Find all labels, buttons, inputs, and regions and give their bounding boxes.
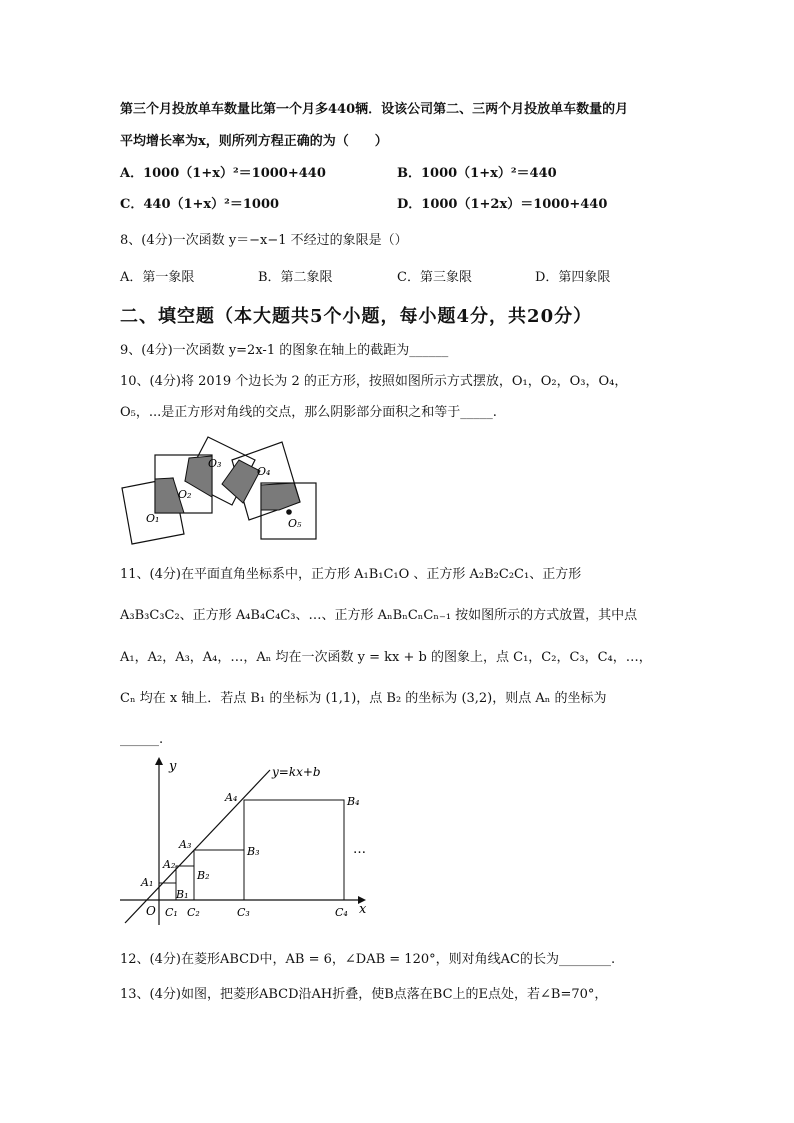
label-x-axis: x: [359, 902, 367, 917]
q8-option-a: A．第一象限: [120, 270, 195, 285]
point-o5: [286, 509, 292, 515]
label-c2: C₂: [187, 906, 200, 919]
label-a3: A₃: [179, 838, 192, 851]
label-b3: B₃: [247, 845, 260, 858]
label-a2: A₂: [163, 858, 176, 871]
q11-stem-line2: A₃B₃C₃C₂、正方形 A₄B₄C₄C₃、…、正方形 AₙBₙCₙCₙ₋₁ 按如图所示的方式放置，其中点: [120, 608, 638, 623]
q7-option-d: D．1000（1+2x）＝1000+440: [397, 197, 608, 212]
q7-option-b: B．1000（1+x）²＝440: [397, 166, 557, 181]
q11-stem-line4: Cₙ 均在 x 轴上．若点 B₁ 的坐标为 (1,1)，点 B₂ 的坐标为 (3,2)，则点 Aₙ 的坐标为: [120, 691, 607, 706]
continuation-dots: …: [353, 842, 366, 857]
label-o2: O₂: [178, 488, 192, 501]
label-c4: C₄: [335, 906, 348, 919]
q10-squares-figure: [115, 430, 325, 550]
label-a1: A₁: [141, 876, 154, 889]
q11-stem-line1: 11、(4分)在平面直角坐标系中，正方形 A₁B₁C₁O 、正方形 A₂B₂C₂C₁、正方形: [120, 567, 582, 582]
label-b1: B₁: [176, 888, 189, 901]
y-axis-arrow: [155, 757, 163, 765]
q8-option-b: B．第二象限: [258, 270, 333, 285]
label-o5: O₅: [288, 517, 302, 530]
shaded-region-4: [261, 483, 300, 510]
q11-stem-line5: ______.: [120, 732, 164, 747]
label-o1: O₁: [146, 512, 160, 525]
label-b2: B₂: [197, 869, 210, 882]
q8-stem: 8、(4分)一次函数 y＝−x−1 不经过的象限是（）: [120, 233, 408, 248]
q10-stem-line2: O₅，...是正方形对角线的交点，那么阴影部分面积之和等于_____.: [120, 405, 497, 420]
q13-stem: 13、(4分)如图，把菱形ABCD沿AH折叠，使B点落在BC上的E点处，若∠B=70°，: [120, 987, 608, 1002]
q11-stem-line3: A₁，A₂，A₃，A₄，…，Aₙ 均在一次函数 y = kx + b 的图象上，点 C₁，C₂，C₃，C₄，…，: [120, 650, 652, 665]
label-a4: A₄: [225, 791, 238, 804]
label-b4: B₄: [347, 795, 360, 808]
label-line: y=kx+b: [272, 765, 321, 779]
q7-option-a: A．1000（1+x）²＝1000+440: [120, 166, 326, 181]
label-y-axis: y: [169, 759, 177, 774]
q9-stem: 9、(4分)一次函数 y=2x-1 的图象在轴上的截距为______: [120, 343, 449, 358]
label-c3: C₃: [237, 906, 250, 919]
q10-stem-line1: 10、(4分)将 2019 个边长为 2 的正方形，按照如图所示方式摆放，O₁，O₂，O₃，O₄，: [120, 374, 628, 389]
q7-option-c: C．440（1+x）²＝1000: [120, 197, 280, 212]
label-o4: O₄: [257, 465, 271, 478]
label-o3: O₃: [208, 457, 222, 470]
q8-option-c: C．第三象限: [397, 270, 472, 285]
shaded-region-3: [222, 460, 260, 503]
q12-stem: 12、(4分)在菱形ABCD中，AB = 6，∠DAB = 120°，则对角线AC的长为________.: [120, 952, 616, 967]
square-1: [159, 883, 176, 900]
label-c1: C₁: [165, 906, 178, 919]
q8-option-d: D．第四象限: [535, 270, 611, 285]
label-origin: O: [146, 904, 156, 918]
q7-stem-line1: 第三个月投放单车数量比第一个月多440辆．设该公司第二、三两个月投放单车数量的月: [120, 102, 629, 117]
section-2-title: 二、填空题（本大题共5个小题，每小题4分，共20分）: [120, 306, 593, 327]
q11-coordinate-figure: [115, 755, 380, 930]
q7-stem-line2: 平均增长率为x，则所列方程正确的为（ ）: [120, 134, 388, 149]
